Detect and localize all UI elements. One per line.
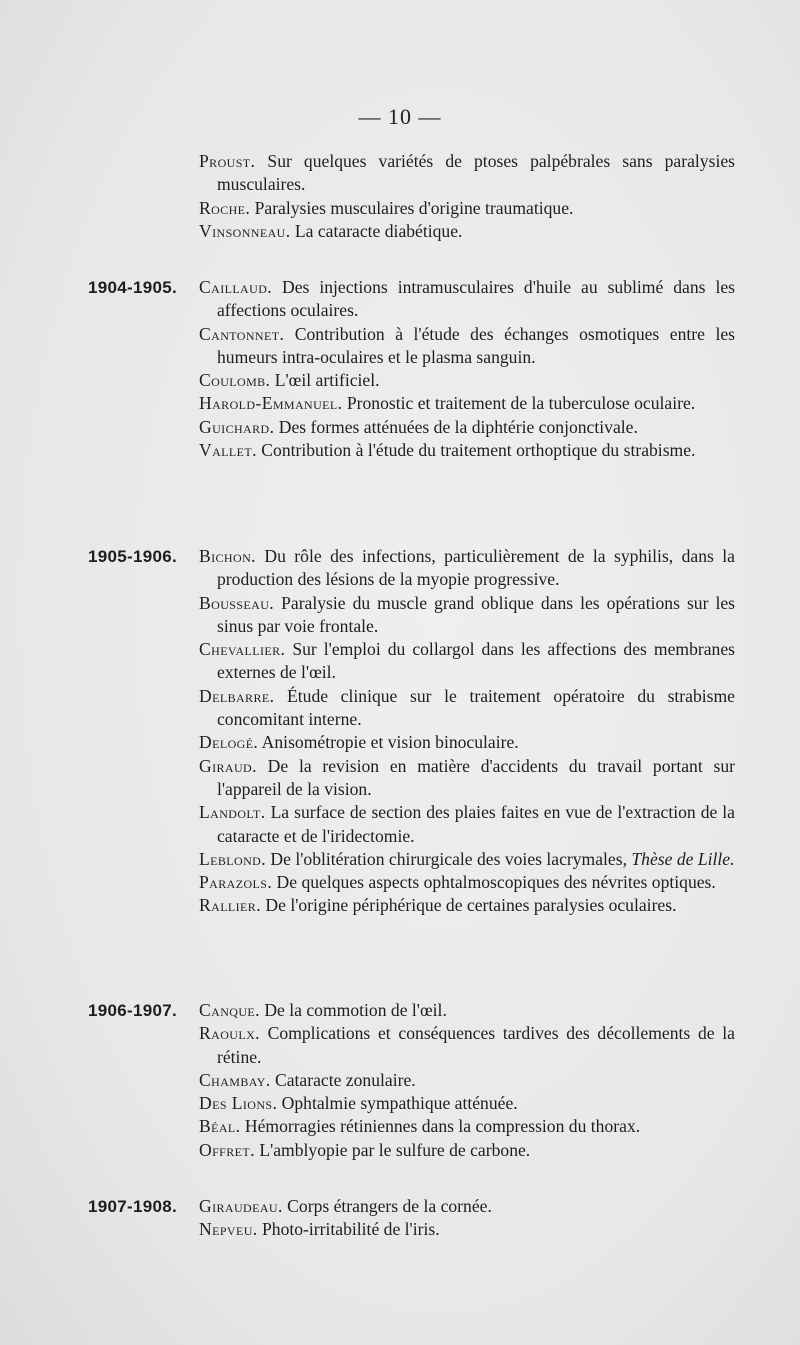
entry-title: Hémorragies rétiniennes dans la compression du thorax.: [244, 1116, 641, 1137]
prelude-entries: [199, 150, 735, 243]
entry: [199, 1115, 735, 1138]
entry-title: Paralysies musculaires d'origine traumatique.: [254, 197, 574, 218]
entry-title: L'amblyopie par le sulfure de carbone.: [259, 1139, 531, 1160]
entry: [199, 801, 735, 848]
page-number: — 10 —: [358, 104, 442, 129]
entry-title: De la commotion de l'œil.: [264, 1000, 447, 1020]
entry-author: Vinsonneau.: [199, 220, 291, 241]
entry-author: Delbarre.: [199, 685, 275, 706]
year-label: 1906-1907.: [88, 1001, 178, 1020]
entry-title: Pronostic et traitement de la tuberculose oculaire.: [346, 393, 696, 414]
year-label: 1905-1906.: [88, 547, 178, 566]
entry-author: Nepveu.: [199, 1219, 258, 1240]
entry: [199, 871, 735, 894]
entry: [199, 392, 735, 415]
entry-title: De quelques aspects ophtalmoscopiques des névrites optiques.: [276, 872, 716, 893]
entry-title: Des formes atténuées de la diphtérie conjonctivale.: [278, 416, 638, 437]
entry: [199, 1195, 735, 1218]
year-entries: [199, 545, 735, 918]
entry-author: Chambay.: [199, 1069, 271, 1090]
entry-author: Landolt.: [199, 802, 266, 823]
year-label: 1907-1908.: [88, 1197, 178, 1216]
entry-author: Coulomb.: [199, 370, 271, 391]
entry-author: Parazols.: [199, 872, 273, 893]
entry-author: Harold-Emmanuel.: [199, 393, 343, 414]
year-label: 1904-1905.: [88, 278, 178, 297]
entry-author: Raoulx.: [199, 1023, 260, 1044]
entry-author: Giraud.: [199, 755, 257, 776]
entry-author: Leblond.: [199, 848, 267, 869]
entry-author: Delogé.: [199, 732, 259, 753]
entry-author: Proust.: [199, 151, 256, 171]
entry-author: Chevallier.: [199, 639, 286, 660]
entry: [199, 755, 735, 802]
entry-author: Des Lions.: [199, 1093, 278, 1114]
entry-title: L'œil artificiel.: [274, 370, 380, 391]
entry: [199, 439, 735, 462]
entry: [199, 545, 735, 592]
entry: [199, 731, 735, 754]
entry: [199, 1092, 735, 1115]
entry-author: Guichard.: [199, 416, 275, 437]
entry-title: Cataracte zonulaire.: [274, 1069, 416, 1090]
entry-title: Contribution à l'étude des échanges osmotiques entre les humeurs intra-oculaires et le plasma sanguin.: [217, 323, 735, 367]
entry: [199, 369, 735, 392]
entry-author: Rallier.: [199, 895, 261, 916]
entry: [199, 999, 735, 1022]
entry-title: Des injections intramusculaires d'huile au sublimé dans les affections oculaires.: [217, 277, 735, 321]
entry-title: Sur quelques variétés de ptoses palpébrales sans paralysies musculaires.: [217, 151, 735, 195]
year-entries: [199, 276, 735, 462]
entry-author: Caillaud.: [199, 277, 273, 297]
entry: [199, 416, 735, 439]
entry-title: La cataracte diabétique.: [294, 220, 463, 241]
entry-title: Complications et conséquences tardives des décollements de la rétine.: [217, 1023, 735, 1067]
entry: [199, 848, 735, 871]
entry-author: Vallet.: [199, 440, 257, 461]
entry-author: Giraudeau.: [199, 1196, 283, 1216]
year-entries: [199, 1195, 735, 1242]
entry: [199, 894, 735, 917]
entry-title: Contribution à l'étude du traitement orthoptique du strabisme.: [261, 440, 696, 461]
entry-author: Bousseau.: [199, 592, 275, 613]
entry: [199, 592, 735, 639]
entry-author: Cantonnet.: [199, 323, 285, 344]
entry: [199, 1218, 735, 1241]
entry-author: Béal.: [199, 1116, 241, 1137]
entry-title: Corps étrangers de la cornée.: [287, 1196, 492, 1216]
entry: [199, 323, 735, 370]
entry-title: Photo-irritabilité de l'iris.: [261, 1219, 440, 1240]
entry-author: Canque.: [199, 1000, 260, 1020]
entry-note: Thèse de Lille.: [631, 848, 735, 869]
entry-title: De la revision en matière d'accidents du travail portant sur l'appareil de la vision.: [217, 755, 735, 799]
entry-title: La surface de section des plaies faites en vue de l'extraction de la cataracte et de l'iridectomie.: [217, 802, 735, 846]
entry: [199, 685, 735, 732]
entry-author: Roche.: [199, 197, 251, 218]
entry: [199, 150, 735, 197]
entry-title: Du rôle des infections, particulièrement de la syphilis, dans la production des lésions de la myopie progressive.: [217, 546, 735, 590]
entry-title: Étude clinique sur le traitement opératoire du strabisme concomitant interne.: [217, 685, 735, 730]
entry-author: Offret.: [199, 1139, 255, 1160]
entry-author: Bichon.: [199, 546, 256, 566]
entry: [199, 638, 735, 685]
entry-title: Sur l'emploi du collargol dans les affections des membranes externes de l'œil.: [217, 639, 735, 683]
entry-title: Anisométropie et vision binoculaire.: [261, 732, 519, 753]
entry-title: De l'oblitération chirurgicale des voies lacrymales,: [270, 848, 627, 869]
entry: [199, 1139, 735, 1162]
entry: [199, 197, 735, 220]
entry-title: Paralysie du muscle grand oblique dans les opérations sur les sinus par voie frontale.: [217, 592, 735, 636]
entry: [199, 1022, 735, 1069]
entry-title: De l'origine périphérique de certaines paralysies oculaires.: [265, 895, 677, 916]
entry: [199, 1069, 735, 1092]
year-entries: [199, 999, 735, 1162]
entry: [199, 276, 735, 323]
entry: [199, 220, 735, 243]
entry-title: Ophtalmie sympathique atténuée.: [281, 1093, 518, 1114]
